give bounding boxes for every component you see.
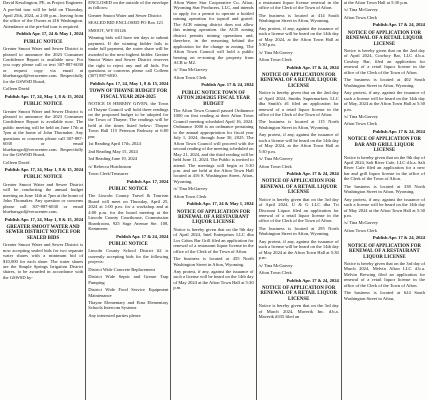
notice-paragraph: /s/ Tina McGarvey — [258, 262, 293, 268]
notice-paragraph: Lincoln County School District #2 is currently accepting bids for the following projects: — [88, 248, 169, 265]
notice-column-1 — [1, 0, 86, 400]
notice-column-2 — [86, 0, 171, 400]
publish-dates: Publish Apr. 17, 24 & May 1, 2024 — [186, 201, 254, 207]
notice-heading: PUBLIC NOTICE — [108, 186, 148, 192]
notice-paragraph: A pre-bid tour will be held on Thursday, April 25th, 2024, at 2:00 p.m., leaving from the office of the Owner at 416 Washington. Attendance at the pre-bid tour is required. — [3, 7, 84, 29]
notice-heading: PUBLIC NOTICE — [108, 241, 148, 247]
notice-heading: NOTICE OF APPLICATION FOR RENEWAL OF A RETAIL LIQUOR LICENSE — [346, 30, 423, 47]
notice-paragraph: NOTICE IS HEREBY GIVEN, the Town of Thayne Council will hold three readings on the proposed budget to be adopted for the Town of Thayne. The readings will be held at the times listed below: Thayne Town Hall 115 Peterson Parkway at 6:00 pm: — [88, 101, 169, 139]
notice-paragraph: a restaurant liquor license renewal in the office of the Clerk of the Town of Afton. — [258, 0, 339, 11]
notice-paragraph: Afton Town Clerk — [258, 57, 292, 63]
notice-paragraph: District Wide Septic and Grease Trap Pumping — [88, 274, 169, 285]
publish-dates: Publish Apr. 17, 24, May 1, 8 & 15, 2024 — [89, 80, 169, 86]
publish-dates: Publish Apr. 17 & 24, 2024 — [286, 277, 339, 283]
notice-paragraph: /s/ Tina McGarvey — [343, 7, 378, 13]
notice-paragraph: David Kesslington, PE, as Project Engineer. — [3, 0, 84, 5]
notice-heading: PUBLIC NOTICE — [23, 175, 63, 181]
notice-paragraph: Afton Town Clerk — [258, 163, 292, 169]
publish-dates: Publish Apr. 17, 24, May 1, 8 & 15, 2024 — [4, 93, 84, 99]
notice-paragraph: Greater Smoot Water and Sewer District is now accepting sealed bids for two separate water shares with a minimum bid of $10,000 for each share. The water shares are the Simple Springs Irrigation District shares, to be awarded in accordance with the GSWSD by- — [3, 242, 84, 280]
notice-paragraph: District Wide Concrete Replacement — [88, 266, 155, 272]
notice-paragraph: The business is located at 455 North Washington Street in Afton, Wyoming. — [173, 256, 254, 267]
notice-column-4 — [257, 0, 342, 400]
notice-column-5 — [342, 0, 427, 400]
notice-paragraph: Notice is hereby given that on the 3rd day of March 2024, Maverik Inc. d.b.a. Maverik #335 filed an — [258, 303, 339, 320]
notice-heading: PUBLIC NOTICE — [23, 39, 63, 45]
notice-paragraph: Winning bids will have ten days to submit payment. If the winning bidder fails to make full payment, the water share will be awarded to the next highest bidder. Greater Smoot Water and Sewer District reserves the right to reject any and all bids. For questions or concerns please call Colleen (307) 887-6030. — [88, 35, 169, 79]
notice-heading: NOTICE OF APPLICATION FOR RENEWAL OF A RESTAURANT LIQUOR LICENSE — [176, 209, 251, 226]
notice-paragraph: Greater Smoot Water and Sewer District — [88, 12, 162, 18]
notice-heading: TOWN OF THAYNE BUDGET FOR FISCAL YEAR 2024-2025 — [89, 89, 168, 100]
notice-paragraph: Notice is hereby given that on the 3rd day of March 2024, Melvin Afton LLC d.b.a. Melvin Brewing filed an application for renewal of a retail liquor license in the office of the Clerk of the Town of Afton. — [343, 261, 425, 288]
notice-paragraph: Afton Town Clerk — [343, 227, 377, 233]
notice-paragraph: 3rd Reading June 19, 2024 — [88, 156, 138, 162]
notice-heading: NOTICE OF APPLICATION FOR RENEWAL OF A RETAIL LIQUOR LICENSE — [260, 179, 338, 196]
notice-paragraph: Afton Water Star Cooperative Co. Afton, Wyoming Star Producers, LLC, and intends to apply for a permit to operate a bottled mining operation for topsoil and gravel. The ACR mining district does not allow this mining operation. the ACR zoning district permits mining operations and, therefore, in the reasoning behind the application for the change in zoning. The Afton Town Council will hold a public hearing on re-zoning the property from ACR to M2. — [173, 0, 254, 65]
notice-paragraph: /s/ Tina McGarvey — [343, 220, 378, 226]
publish-dates: Publish Apr. 17 & 24, 2024 — [372, 235, 425, 241]
notice-paragraph: SEALED BID ENCLOSED PO Box 121 — [88, 20, 164, 26]
notice-paragraph: Afton Town Clerk — [343, 14, 377, 20]
notice-paragraph: The Afton Town Council passed Ordinance 1000 on first reading at their Afton Town Council meeting scheduled April 16, 2024. Ordinance 1000 is an ordinance pertaining to the annual appropriation for fiscal year July 1, 2024, through June 30, 2025. The Afton Town Council will proceed with the second reading of the meeting scheduled on May 21, 2024, and the third reading will be held June 11, 2024. The Public is invited to attend. The meetings will begin at 5:30 p.m. and are held at the Afton Town Hall located at 416 S. Washington Street, Afton, Wyoming. — [173, 107, 254, 184]
notice-paragraph: Any protest, if any, against the issuance of such a license will be heard on the 14th day of May, 2024 at the Afton Town Hall at 5:30 p.m. — [343, 90, 425, 112]
notice-paragraph: Notice is hereby given that on the 3rd day of April 2024, U & G LLC dba Tri Discount Liquor filed an application for renewal of a retail liquor license in the office of the Clerk of the Town of Afton. — [258, 196, 339, 224]
publish-dates: Publish Apr. 17, 24 & May 1, 2024 — [16, 31, 84, 37]
notice-column-3 — [171, 0, 256, 400]
publish-dates: Publish Apr. 17, 24, May 1, 8 & 15, 2024 — [4, 216, 84, 222]
notice-paragraph: /s/ Tina McGarvey — [343, 113, 378, 119]
notice-paragraph: Greater Smoot Water and Sewer District is pleased to announce the 2023 Consumer Confidence Report is available now. The public meeting will be held on June 17th at 7pm at the home of John Thornaker. Any questions or concerns please call 307-887-6030 or email bluebarsgsd@veracenter.com. Respectfully for the GSWSD Board, — [3, 108, 84, 158]
notice-paragraph: Any protest, if any, against the issuance of such a license will be heard on the 14th day of May 2024 at the Afton Town Hall at 5:30 p.m. — [173, 269, 254, 291]
notice-paragraph: District Wide Food Service Equipment Maintenance — [88, 287, 169, 298]
notice-paragraph: Afton Town Clerk — [173, 74, 207, 80]
notice-paragraph: Notice is hereby given that on the 9th day of April 2024, Intel Enterprises LLC dba Los Cabos Bar Grill filed an application for renewal of a restaurant liquor license in the office of the Clerk of the Town of Afton. — [173, 226, 254, 254]
publish-dates: Publish Apr. 17 & 24, 2024 — [201, 82, 254, 88]
notice-paragraph: Afton Town Clerk — [258, 270, 292, 276]
notice-paragraph: Any protest, if any, against the issuance of such a license will be heard on the 14th day of May 2024, at the Afton Town Hall at 5:30 p.m. — [258, 132, 339, 154]
notice-paragraph: /s/ Tina McGarvey — [173, 186, 208, 192]
publish-dates: Publish Apr. 17 & 24, 2024 — [286, 64, 339, 70]
notice-paragraph: The business is located at 295 North Washington Street in Afton, Wyoming. — [258, 225, 339, 237]
notice-paragraph: The business is located at 115 North Washington Street in Afton, Wyoming. — [258, 119, 339, 130]
notice-paragraph: The business is located at 338 North Washington Street in Afton, Wyoming. — [343, 183, 425, 195]
notice-paragraph: ENCLOSED on the outside of the envelope as follows: — [88, 0, 169, 11]
notice-paragraph: The business is located at 624 South Washington Street in Afton, — [343, 290, 425, 301]
publish-dates: Publish Apr. 17 & 24, 2024 — [372, 22, 425, 28]
notice-paragraph: 2nd Reading May 15, 2024 — [88, 148, 138, 154]
notice-paragraph: Any interested parties please — [88, 312, 141, 318]
notice-paragraph: Greater Smoot Water and Sewer District is pleased to announce the 2023 Consumer Confidence Report is available now. For you copy please call or text 307-887-6030 or request copy via email at bluebarsgsd@veracenter.com. Respectfully for the GSWSD Board, — [3, 46, 84, 84]
notice-paragraph: Greater Smoot Water and Sewer District will be conducting the annual budget meeting on June 14th at 7pm at the home of John Thornaker. Any question or concerns please call 307-887-6030 or email bluebarsgsd@veracenter.com. — [3, 181, 84, 215]
publish-dates: Publish Apr. 17 & 24, 2024 — [372, 128, 425, 134]
notice-paragraph: /s/ Tina McGarvey — [258, 156, 293, 162]
notice-heading: NOTICE OF APPLICATION FOR RENEWAL OF A RESTAURANT LIQUOR LICENSE — [347, 243, 422, 260]
notice-paragraph: Town Clerk/Treasurer — [88, 171, 129, 177]
notice-heading: NOTICE OF APPLICATION FOR RENEWAL OF A RETAIL LIQUOR LICENSE — [260, 72, 338, 89]
notice-paragraph: Notice is hereby given that on the 2nd day of April 2024, Cowboy Bar, LLC d.b.a. Cowboy Bar, filed an application for renewal of a retail liquor license in the office of the Clerk of the Town of Afton. — [343, 47, 425, 75]
notice-paragraph: Notice is hereby given that on the 9th day of April 2024, Salt River Cafe, LLC d.b.a. Salt River Cafe filed an application for a new bar and grill liquor license in the office of the Clerk of the Town of Afton. — [343, 154, 425, 182]
publish-dates: Publish Apr. 17, 2024 — [126, 178, 169, 184]
notice-paragraph: Any protest, if any, against the issuance of such a license will be heard on the 14th day of May 2024, at the Afton Town Hall at 5:30 p.m. — [258, 25, 339, 48]
publish-dates: Publish Apr. 17 & 24, 2024 — [286, 171, 339, 177]
notice-paragraph: The business is located at 402 South Washington Street in Afton, Wyoming. — [343, 77, 425, 88]
notice-paragraph: Colleen David — [3, 86, 30, 92]
notice-paragraph: Thayne Elementary and Etna Elementary Schools Intercom Systems — [88, 299, 169, 311]
notice-heading: PUBLIC NOTICE — [23, 102, 63, 108]
notice-paragraph: The Lincoln County Travel & Tourism Board will meet on Thursday, April 25, 2024 at 1:00 p.m. for a workshop and at 4:00 p.m. for the board meeting at the Lincoln County Courthouse, Commission Boardroom, 925 Sage Avenue Ste. 108, Kemmerer. — [88, 193, 169, 232]
notice-paragraph: at the Afton Town Hall at 5:30 p.m. — [343, 0, 409, 5]
notice-paragraph: Colleen David — [3, 159, 30, 165]
notice-paragraph: Notice is hereby given that on the 2nd day of April 2024, Smiths Supermarkets LLC dba Smith's #1 filed an application for renewal of a retail liquor license in the office of the Clerk of the Town of Afton. — [258, 90, 339, 117]
notice-heading: NOTICE OF APPLICATION FOR RENEWAL OF A RETAIL LIQUOR LICENSE — [260, 285, 338, 302]
notice-heading: GREATER SMOOT WATER AND SEWER DISTRICT NOTICE FOR SEALED BIDS — [5, 224, 81, 241]
notice-paragraph: Afton Town Clerk — [343, 121, 377, 127]
publish-dates: Publish Apr. 17, 24, May 1, 8 & 15, 2024 — [4, 167, 84, 173]
notice-paragraph: Afton Town Clerk — [173, 193, 207, 199]
notice-paragraph: The business is located at 414 South Washington Street in Afton, Wyoming. — [258, 12, 339, 24]
notice-paragraph: /s/ Rebecca Hutchinson — [88, 163, 132, 169]
notice-paragraph: /s/ Tina McGarvey — [258, 49, 293, 55]
notice-paragraph: 1st Reading April 17th, 2024 — [88, 141, 141, 147]
notice-paragraph: Any protest, if any, against the issuance of such a license will be heard on the 14th day of May 2024 at the Afton Town Hall at 5:30 p.m. — [258, 238, 339, 261]
publish-dates: Publish Apr. 17 & 24, 2024 — [116, 233, 169, 239]
notice-paragraph: SMOOT, WY 83126 — [88, 27, 126, 33]
notice-paragraph: Any protest, if any, against the issuance of such a license will be heard on the 14th day of May 2024 at the Afton Town Hall at 5:30 p.m. — [343, 196, 425, 219]
notice-heading: PUBLIC NOTICE TOWN OF AFTON 2024/2025 FISCAL YEAR BUDGET — [177, 90, 250, 107]
notice-heading: NOTICE OF APPLICATION FOR BAR AND GRILL LIQUOR LICENSE — [347, 137, 422, 154]
notice-paragraph: /s/ Tina McGarvey — [173, 67, 208, 73]
